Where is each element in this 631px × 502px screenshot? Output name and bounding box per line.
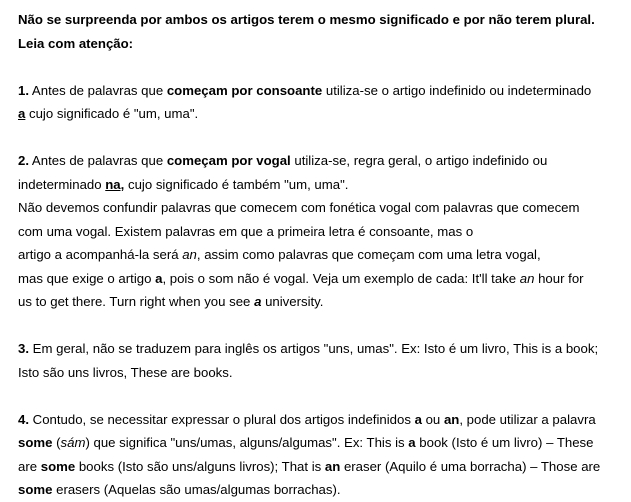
text-run: utiliza-se, regra geral, o artigo indefinido ou (290, 153, 548, 168)
item-2-line-1 (18, 149, 624, 173)
text-run: university. (261, 294, 324, 309)
text-run: are (18, 458, 41, 474)
text-run: ) que significa "uns/umas, alguns/algumas". Ex: This is (85, 435, 409, 450)
bold-a: a (155, 270, 163, 286)
item-3-line-1 (18, 337, 624, 361)
paragraph-gap (18, 314, 624, 338)
text-run: ou (421, 411, 444, 427)
item-number: 3. (18, 341, 29, 356)
item-1-line-1 (18, 79, 624, 103)
emphasis: começam por consoante (166, 82, 323, 98)
item-number: 1. (18, 82, 29, 98)
paragraph-gap (18, 55, 624, 79)
text-run: cujo significado é também "um, uma". (124, 176, 349, 192)
item-2-line-2 (18, 173, 624, 197)
item-4-line-4 (18, 478, 624, 502)
text-run: erasers (Aquelas são umas/algumas borrachas). (52, 482, 341, 497)
article-na: na, (105, 176, 125, 192)
item-2-line-5 (18, 243, 624, 267)
item-3-line-2: Isto são uns livros, These are books. (18, 364, 233, 380)
item-2-line-3: Não devemos confundir palavras que comecem com fonética vogal com palavras que comecem (18, 200, 580, 215)
item-4-line-1 (18, 408, 624, 432)
text-run: Contudo, se necessitar expressar o plural dos artigos indefinidos (29, 411, 415, 427)
text-run: book (Isto é um livro) – These (415, 435, 594, 450)
text-run: , pode utilizar a palavra (459, 411, 596, 427)
text-run: eraser (Aquilo é uma borracha) – Those are (340, 458, 601, 474)
article-a: a (18, 106, 26, 121)
bold-an: an (443, 411, 460, 427)
paragraph-gap (18, 126, 624, 150)
paragraph-gap (18, 384, 624, 408)
text-run: Antes de palavras que (29, 153, 167, 168)
text-run: artigo a acompanhá-la será (18, 247, 183, 262)
text-run: cujo significado é "um, uma". (25, 106, 199, 121)
bold-a: a (414, 411, 422, 427)
pronunciation: sám (60, 435, 86, 450)
text-run: us to get there. Turn right when you see (18, 294, 255, 309)
intro-line-1 (18, 8, 624, 32)
text-run: ( (52, 435, 61, 450)
text-run: , assim como palavras que começam com uma letra vogal, (196, 247, 541, 262)
text-run: hour for (534, 270, 584, 286)
item-4-line-2 (18, 431, 624, 455)
item-2-line-7 (18, 290, 624, 314)
intro-line-2 (18, 32, 624, 56)
italic-an: an (182, 247, 197, 262)
bold-some: some (40, 458, 76, 474)
text-run: books (Isto são uns/alguns livros); That is (75, 458, 325, 474)
text-run: indeterminado (18, 176, 106, 192)
bold-italic-a: a (254, 294, 262, 309)
item-2-line-6 (18, 267, 624, 291)
text-run: Em geral, não se traduzem para inglês os artigos "uns, umas". Ex: Isto é um livro, This is a book; (29, 341, 599, 356)
emphasis: começam por vogal (166, 153, 291, 168)
bold-a: a (408, 435, 416, 450)
document-body (18, 8, 624, 502)
italic-an: an (519, 270, 535, 286)
text-run: utiliza-se o artigo indefinido ou indeterminado (322, 82, 592, 98)
text-run: , pois o som não é vogal. Veja um exemplo de cada: It'll take (162, 270, 520, 286)
item-1-line-2 (18, 102, 624, 126)
intro-text: Não se surpreenda por ambos os artigos terem o mesmo significado e por não terem plural. (18, 12, 595, 27)
item-2-line-4: com uma vogal. Existem palavras em que a primeira letra é consoante, mas o (18, 223, 474, 239)
item-number: 2. (18, 153, 29, 168)
bold-some: some (18, 435, 53, 450)
item-4-line-3 (18, 455, 624, 479)
bold-some: some (18, 482, 53, 497)
text-run: mas que exige o artigo (18, 270, 156, 286)
bold-an: an (324, 458, 341, 474)
text-run: Antes de palavras que (29, 82, 167, 98)
item-number: 4. (18, 411, 29, 427)
intro-text: Leia com atenção: (18, 35, 134, 51)
